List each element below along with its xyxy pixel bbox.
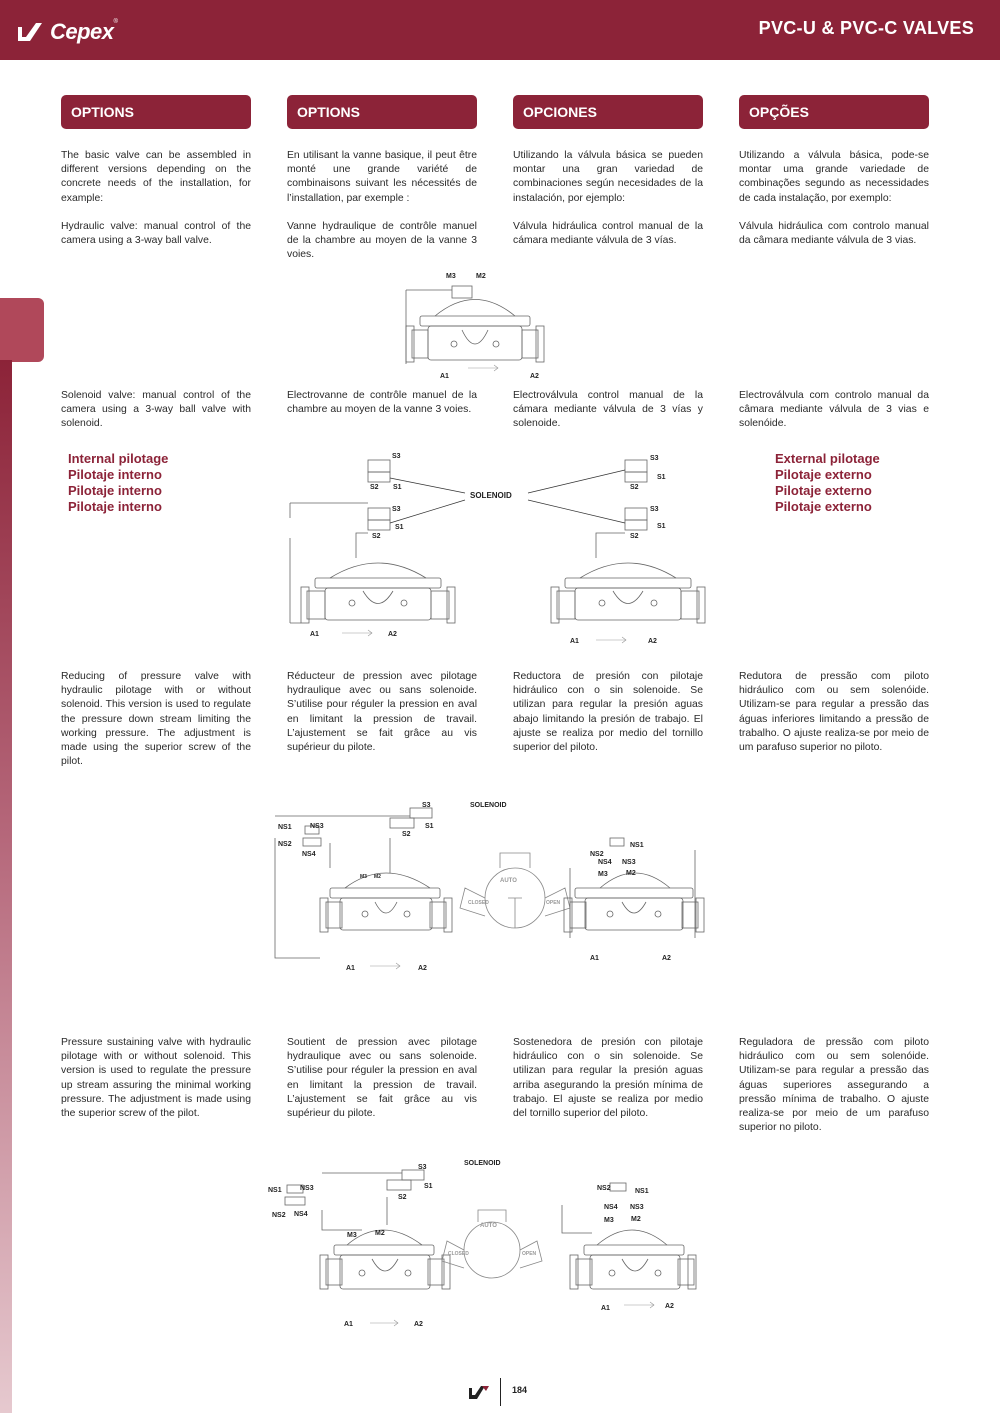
sustaining-text-pt: Reguladora de pressão com piloto hidráulico com ou sem solenóide. Utilizam-se para regular a pressão das águas superiores assegurando a pressão mínima de trabalho. O ajuste realiza-se por meio de um parafuso superior no piloto.: [739, 1037, 929, 1134]
label-open: OPEN: [522, 1251, 537, 1257]
reducing-valve-right-drawing: [564, 838, 704, 938]
label-a1-sustaining-left: A1: [344, 1321, 353, 1328]
label-s1-external-bottom: S1: [657, 523, 666, 530]
label-ns3-right: NS3: [630, 1204, 644, 1211]
label-s3-external-bottom: S3: [650, 506, 659, 513]
label-ns1-left: NS1: [268, 1187, 282, 1194]
solenoid-text-en: Solenoid valve: manual control of the camera using a 3-way ball valve with solenoid.: [61, 390, 251, 430]
label-m3: M3: [446, 273, 456, 280]
sustaining-valve-diagram: [262, 1155, 692, 1335]
label-s3-external-top: S3: [650, 455, 659, 462]
label-ns2-right: NS2: [590, 851, 604, 858]
intro-text-fr: En utilisant la vanne basique, il peut être monté une grande variété de combinaisons suivant les nécessités de l’installation, par exemple : Vanne hydraulique de contrôle manuel de la chambre au moyen de la vanne 3 voies.: [287, 150, 477, 261]
three-way-selector-icon: [442, 1210, 542, 1278]
label-s2-external-top: S2: [630, 484, 639, 491]
external-valve-drawing: [551, 460, 705, 623]
label-m2-left: M2: [375, 1230, 385, 1237]
internal-pilotage-ca: Pilotaje interno: [68, 483, 162, 498]
page-number: 184: [512, 1385, 528, 1395]
reducing-valve-left-drawing: [275, 808, 452, 958]
label-m3-right: M3: [604, 1217, 614, 1224]
reducing-text-pt: Redutora de pressão com piloto hidráulico com ou sem solenóide. Utilizam-se para regular a pressão das águas inferiores limitando a pressão de trabalho. O ajuste realiza-se por meio de um parafuso superior no piloto.: [739, 671, 929, 754]
label-a2-internal: A2: [388, 631, 397, 638]
label-m2-small: M2: [374, 874, 381, 880]
label-ns2-right: NS2: [597, 1185, 611, 1192]
footer-separator: [500, 1378, 501, 1406]
reducing-text-es: Reductora de presión con pilotaje hidráulico con o sin solenoide. Se utilizan para regular la presión aguas abajo limitando la presión de trabajo. El ajuste se realiza por medio del tornillo superior del piloto.: [513, 671, 703, 754]
brand-logo: [16, 16, 118, 48]
page-header: [0, 0, 1000, 60]
label-s1-external-top: S1: [657, 474, 666, 481]
label-a1-reducing-left: A1: [346, 965, 355, 972]
label-s1-reducing: S1: [425, 823, 434, 830]
label-auto: AUTO: [500, 878, 517, 884]
label-a2-sustaining-left: A2: [414, 1321, 423, 1328]
intro-text-en: The basic valve can be assembled in different versions depending on the concrete needs of the installation, for example: Hydraulic valve: manual control of the camera using a 3-way ball valve.: [61, 150, 251, 247]
internal-pilotage-pt: Pilotaje interno: [68, 499, 162, 514]
cepex-logo-icon: [16, 19, 46, 45]
label-a2: A2: [530, 373, 539, 380]
label-ns1-right: NS1: [635, 1188, 649, 1195]
label-a2-reducing-left: A2: [418, 965, 427, 972]
label-m2-right: M2: [626, 870, 636, 877]
flow-arrow-icon: [596, 637, 626, 643]
sustaining-valve-right-drawing: [562, 1183, 696, 1289]
flow-arrow-icon: [468, 365, 498, 371]
column-heading-es: OPCIONES: [513, 95, 703, 129]
reducing-valve-diagram: [270, 798, 710, 978]
label-ns3-right: NS3: [622, 859, 636, 866]
column-heading-fr: OPTIONS: [287, 95, 477, 129]
label-m2-right: M2: [631, 1216, 641, 1223]
label-ns2-left: NS2: [272, 1212, 286, 1219]
label-a1: A1: [440, 373, 449, 380]
flow-arrow-icon: [370, 963, 400, 969]
label-solenoid: SOLENOID: [470, 491, 512, 500]
label-closed: CLOSED: [448, 1251, 469, 1257]
sustaining-text-es: Sostenedora de presión con pilotaje hidráulico con o sin solenoide. Se utilizan para regular la presión aguas arriba asegurando la presión mínima de trabajo. El ajuste se realiza por medio del tornillo superior del piloto.: [513, 1037, 703, 1120]
label-m3-left: M3: [347, 1232, 357, 1239]
valve-body: [406, 286, 544, 364]
intro-text-es: Utilizando la válvula básica se pueden montar una gran variedad de combinaciones según necesidades de la instalación, por ejemplo: Válvula hidráulica control manual de la cámara mediante válvula de 3 vías.: [513, 150, 703, 247]
internal-pilotage-labels: [68, 451, 168, 515]
label-a2-reducing-right: A2: [662, 955, 671, 962]
label-ns4-left: NS4: [302, 851, 316, 858]
label-ns4-right: NS4: [598, 859, 612, 866]
column-heading-pt: OPÇÕES: [739, 95, 929, 129]
internal-pilotage-es: Pilotaje interno: [68, 467, 162, 482]
label-s1-sustaining: S1: [424, 1183, 433, 1190]
label-ns2-left: NS2: [278, 841, 292, 848]
sustaining-text-en: Pressure sustaining valve with hydraulic pilotage with or without solenoid. This version is used to regulate the pressure up stream assuring the minimal working pressure. The adjustment is made using the superior screw of the pilot.: [61, 1037, 251, 1120]
sustaining-text-fr: Soutient de pression avec pilotage hydraulique avec ou sans solenoide. S’utilise pour réguler la pression en aval en limitant la pression de travail. L’ajustement se fait grâce au vis supérieur du pilote.: [287, 1037, 477, 1120]
reducing-text-fr: Réducteur de pression avec pilotage hydraulique avec ou sans solenoide. S’utilise pour réguler la pression en aval en limitant la pression de travail. L’ajustement se fait grâce au vis supérieur du pilote.: [287, 671, 477, 754]
label-a1-external: A1: [570, 638, 579, 645]
brand-registered-mark: ®: [113, 19, 118, 25]
solenoid-text-es: Electroválvula control manual de la cámara mediante válvula de 3 vías y solenoide.: [513, 390, 703, 430]
label-closed: CLOSED: [468, 900, 489, 906]
label-s1-internal-bottom: S1: [395, 524, 404, 531]
label-m3-right: M3: [598, 871, 608, 878]
flow-arrow-icon: [342, 630, 372, 636]
label-ns4-left: NS4: [294, 1211, 308, 1218]
external-pilotage-es: Pilotaje externo: [775, 467, 872, 482]
solenoid-valves-diagram: [260, 448, 700, 648]
side-tab: [0, 298, 44, 362]
side-gradient-band: [0, 360, 12, 1413]
external-pilotage-ca: Pilotaje externo: [775, 483, 872, 498]
label-a1-reducing-right: A1: [590, 955, 599, 962]
label-s2-internal-top: S2: [370, 484, 379, 491]
label-s3-sustaining: S3: [418, 1164, 427, 1171]
label-s2-internal-bottom: S2: [372, 533, 381, 540]
label-ns1-right: NS1: [630, 842, 644, 849]
label-solenoid-reducing: SOLENOID: [470, 802, 507, 809]
internal-pilotage-en: Internal pilotage: [68, 451, 169, 466]
flow-arrow-icon: [624, 1302, 654, 1308]
label-s1-internal-top: S1: [393, 484, 402, 491]
label-s2-reducing: S2: [402, 831, 411, 838]
intro-text-pt: Utilizando a válvula básica, pode-se montar uma grande variedade de combinações segundo as necessidades de cada instalação, por exemplo: Válvula hidráulica com controlo manual da câmara mediante válvula de 3 vias.: [739, 150, 929, 247]
label-ns4-right: NS4: [604, 1204, 618, 1211]
label-open: OPEN: [546, 900, 561, 906]
external-pilotage-pt: Pilotaje externo: [775, 499, 872, 514]
footer-logo-icon: [468, 1382, 490, 1402]
hydraulic-valve-diagram: [390, 268, 570, 383]
label-solenoid-sustaining: SOLENOID: [464, 1160, 501, 1167]
page-title: PVC-U & PVC-C VALVES: [758, 18, 974, 38]
solenoid-text-pt: Electroválvula com controlo manual da câmara mediante válvula de 3 vias e solenóide.: [739, 390, 929, 430]
label-a1-sustaining-right: A1: [601, 1305, 610, 1312]
three-way-selector-icon: [460, 853, 570, 928]
label-a1-internal: A1: [310, 631, 319, 638]
label-ns1-left: NS1: [278, 824, 292, 831]
external-pilotage-labels: [775, 451, 880, 515]
label-a2-sustaining-right: A2: [665, 1303, 674, 1310]
label-s3-internal-top: S3: [392, 453, 401, 460]
label-s3-reducing: S3: [422, 802, 431, 809]
label-a2-external: A2: [648, 638, 657, 645]
column-heading-en: OPTIONS: [61, 95, 251, 129]
label-auto: AUTO: [480, 1223, 497, 1229]
label-m2: M2: [476, 273, 486, 280]
label-s3-internal-bottom: S3: [392, 506, 401, 513]
brand-name: Cepex: [50, 19, 114, 44]
label-ns3-left: NS3: [300, 1185, 314, 1192]
label-m3-small: M3: [360, 874, 367, 880]
flow-arrow-icon: [370, 1320, 398, 1326]
label-s2-sustaining: S2: [398, 1194, 407, 1201]
external-pilotage-en: External pilotage: [775, 451, 880, 466]
reducing-text-en: Reducing of pressure valve with hydraulic pilotage with or without solenoid. This version is used to regulate the pressure down stream limiting the working pressure. The adjustment is made using the superior screw of the pilot.: [61, 671, 251, 768]
label-s2-external-bottom: S2: [630, 533, 639, 540]
solenoid-text-fr: Electrovanne de contrôle manuel de la chambre au moyen de la vanne 3 voies.: [287, 390, 477, 416]
label-ns3-left: NS3: [310, 823, 324, 830]
